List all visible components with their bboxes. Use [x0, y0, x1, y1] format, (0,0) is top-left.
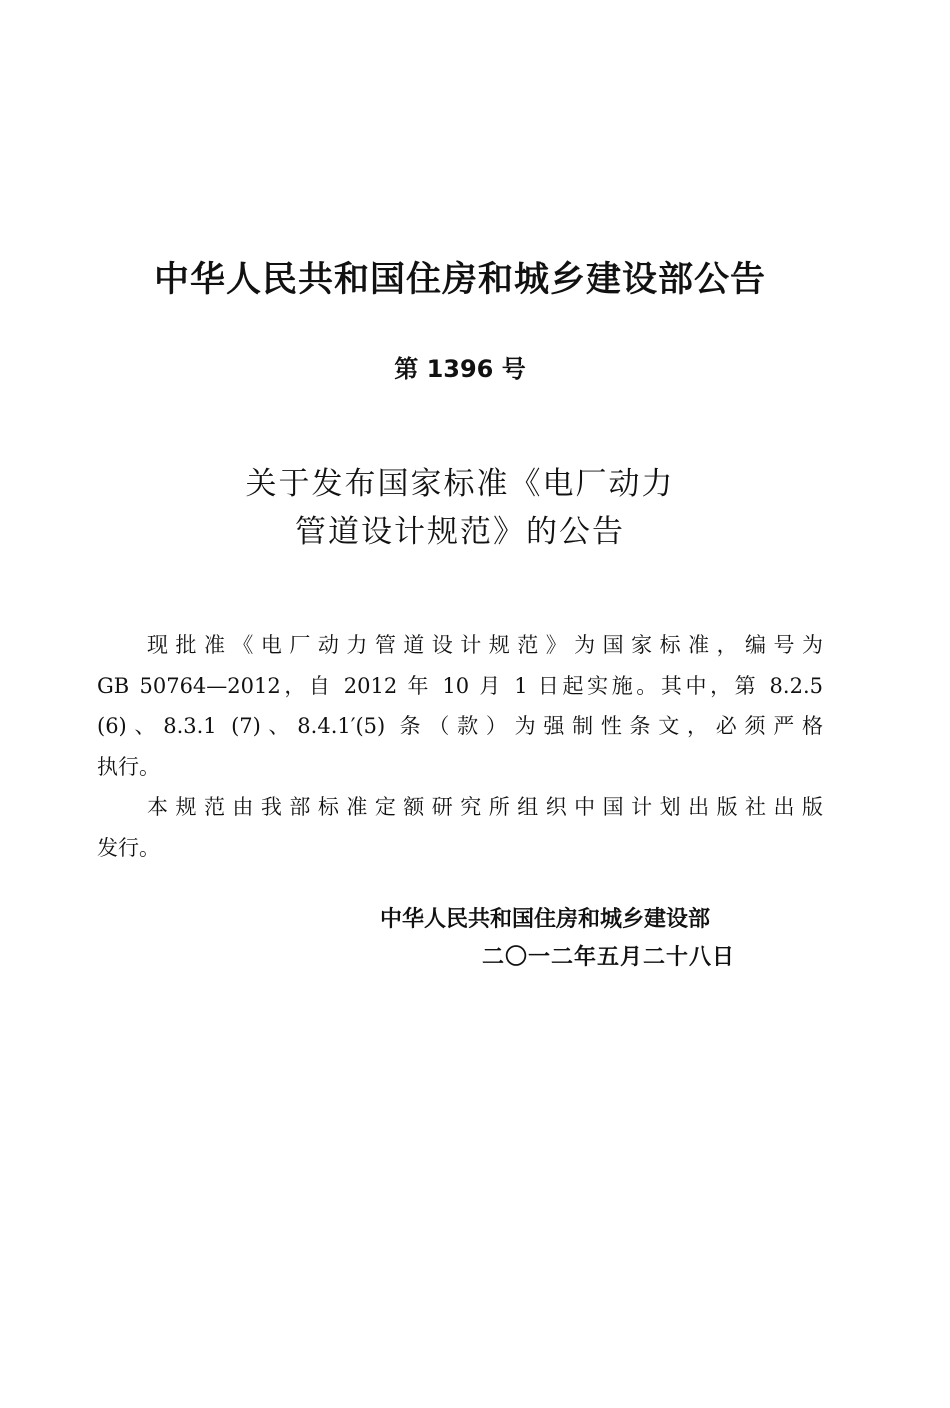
- body-line: 执行。: [97, 754, 160, 779]
- notice-number: 第 1396 号: [394, 355, 526, 383]
- issue-date: 二〇一二年五月二十八日: [482, 945, 736, 970]
- body-line: 发行。: [97, 835, 160, 860]
- body-line: 现批准《电厂动力管道设计规范》为国家标准，编号为: [147, 633, 823, 657]
- body-line: GB 50764—2012，自 2012 年 10 月 1 日起实施。其中，第 8.2.5: [97, 673, 823, 698]
- issuer-name: 中华人民共和国住房和城乡建设部: [380, 907, 711, 932]
- body-line: 本规范由我部标准定额研究所组织中国计划出版社出版: [147, 795, 823, 819]
- notice-body: [97, 625, 823, 868]
- authority-title: 中华人民共和国住房和城乡建设部公告: [153, 260, 766, 300]
- notice-title-line: 关于发布国家标准《电厂动力: [245, 466, 675, 502]
- body-line: (6)、8.3.1 (7)、8.4.1′(5) 条（款）为强制性条文，必须严格: [97, 714, 823, 738]
- signature-block: [380, 902, 780, 971]
- notice-title-line: 管道设计规范》的公告: [295, 514, 625, 550]
- notice-title: [0, 460, 920, 556]
